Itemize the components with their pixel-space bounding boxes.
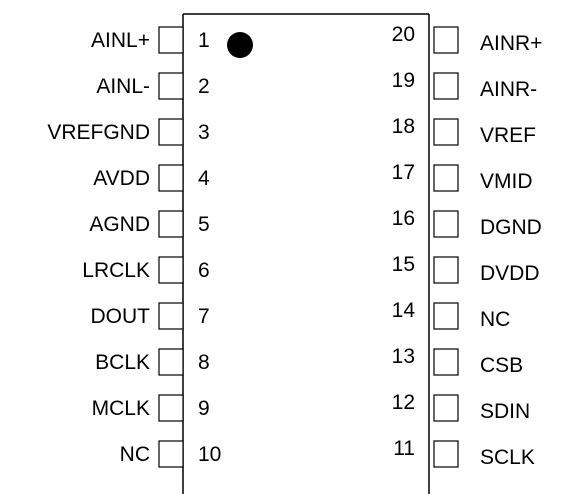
pin-name-3: VREFGND [47,121,150,144]
pin-name-4: AVDD [93,167,150,190]
pin-row-left-10 [120,441,222,467]
pin-name-15: DVDD [480,262,540,285]
pin-row-right-17 [392,161,533,193]
pin-row-right-18 [392,115,536,147]
pin-pad-13 [434,349,458,375]
pin-row-left-8 [95,349,210,375]
pin-pad-16 [434,211,458,237]
left-pin-column [47,27,221,467]
pin-name-6: LRCLK [82,259,150,282]
pin-pad-7 [159,303,183,329]
pin-number-3: 3 [198,121,210,144]
pin-row-right-16 [392,207,542,239]
pin-number-19: 19 [391,69,415,92]
pin-pad-17 [434,165,458,191]
pin-number-14: 14 [391,299,415,322]
pin-1-dot-icon [227,32,253,58]
pin-row-left-6 [82,257,209,283]
pin-name-7: DOUT [90,305,150,328]
pin-pad-1 [159,27,183,53]
pin-name-1: AINL+ [91,29,150,52]
pin-row-left-3 [47,119,209,145]
pin-row-right-20 [392,23,543,55]
pin-name-14: NC [480,308,511,331]
pin-name-16: DGND [480,216,542,239]
pin-row-right-19 [392,69,538,101]
pin-name-19: AINR- [480,78,538,101]
pin-row-right-11 [393,437,535,469]
pin-name-12: SDIN [480,400,531,423]
pin-number-9: 9 [198,397,210,420]
pin-row-left-5 [89,211,209,237]
pin-name-2: AINL- [96,75,150,98]
pin-name-9: MCLK [91,397,150,420]
pin-number-5: 5 [198,213,210,236]
pin-name-10: NC [119,443,150,466]
pin-pad-20 [434,27,458,53]
pin-number-11: 11 [393,437,415,460]
pin-number-15: 15 [391,253,415,276]
pin-number-4: 4 [198,167,210,190]
pin-row-left-1 [91,27,210,53]
pin-pad-4 [159,165,183,191]
pin-number-18: 18 [391,115,415,138]
pin-pad-19 [434,73,458,99]
pin-pad-14 [434,303,458,329]
pin-row-left-2 [96,73,209,99]
pin-number-13: 13 [391,345,415,368]
pin-pad-5 [159,211,183,237]
pin-number-10: 10 [198,443,222,466]
pin-pad-18 [434,119,458,145]
pin-number-20: 20 [391,23,415,46]
pin-number-2: 2 [198,75,210,98]
pin-name-11: SCLK [480,446,535,469]
pin-pad-6 [159,257,183,283]
pin-pad-2 [159,73,183,99]
pin-number-12: 12 [391,391,415,414]
pin-name-17: VMID [480,170,533,193]
pin-row-left-7 [91,303,210,329]
pin-row-left-9 [92,395,210,421]
pin-number-1: 1 [198,29,210,52]
pin-name-5: AGND [89,213,150,236]
pin-row-left-4 [93,165,210,191]
pin-number-16: 16 [391,207,415,230]
pin-number-8: 8 [198,351,210,374]
pin-pad-11 [434,441,458,467]
pin-pad-3 [159,119,183,145]
pin-pad-9 [159,395,183,421]
pin-pad-15 [434,257,458,283]
pin-number-6: 6 [198,259,210,282]
right-pin-column [392,23,543,469]
pin-pad-12 [434,395,458,421]
pin-name-13: CSB [480,354,524,377]
pin-row-right-12 [392,391,531,423]
pin-name-8: BCLK [95,351,150,374]
pin-name-20: AINR+ [480,32,543,55]
pin-pad-10 [159,441,183,467]
pin-name-18: VREF [480,124,537,147]
pin-pad-8 [159,349,183,375]
pin-number-17: 17 [391,161,415,184]
pin-row-right-14 [392,299,511,331]
pin-row-right-15 [392,253,540,285]
pin-row-right-13 [392,345,524,377]
pin-number-7: 7 [198,305,210,328]
